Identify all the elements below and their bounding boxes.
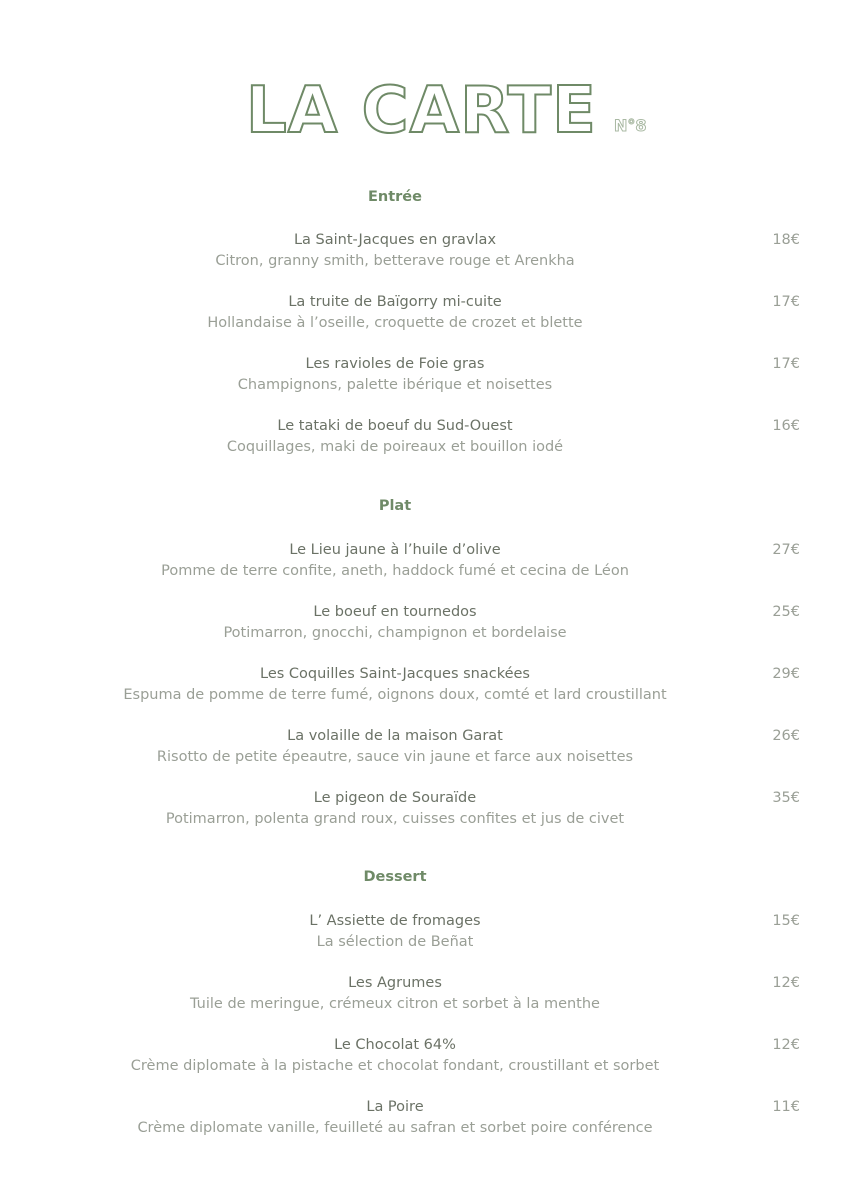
item-price: 12€ <box>772 1037 800 1053</box>
item-price: 25€ <box>772 604 800 620</box>
menu-header <box>0 76 848 146</box>
item-name: La volaille de la maison Garat <box>287 728 503 744</box>
item-description: Pomme de terre confite, aneth, haddock fumé et cecina de Léon <box>161 563 629 579</box>
menu-item <box>0 602 848 648</box>
item-name: Les Coquilles Saint-Jacques snackées <box>260 666 530 682</box>
item-name: Le boeuf en tournedos <box>313 604 477 620</box>
menu-item <box>0 664 848 710</box>
section-title-plat: Plat <box>378 498 412 514</box>
item-description: Crème diplomate à la pistache et chocolat fondant, croustillant et sorbet <box>130 1058 660 1074</box>
item-description: Citron, granny smith, betterave rouge et Arenkha <box>215 253 575 269</box>
issue-number: N°8 <box>614 116 647 135</box>
item-price: 35€ <box>772 790 800 806</box>
item-name: Les Agrumes <box>348 975 442 991</box>
menu-item <box>0 911 848 957</box>
item-price: 17€ <box>772 356 800 372</box>
item-price: 12€ <box>772 975 800 991</box>
item-description: La sélection de Beñat <box>316 934 474 950</box>
menu-item <box>0 540 848 586</box>
menu-item <box>0 292 848 338</box>
menu-item <box>0 788 848 834</box>
item-description: Champignons, palette ibérique et noisettes <box>237 377 553 393</box>
menu-item <box>0 726 848 772</box>
item-name: Le pigeon de Souraïde <box>313 790 477 806</box>
item-description: Espuma de pomme de terre fumé, oignons doux, comté et lard croustillant <box>123 687 667 703</box>
item-name: La Poire <box>366 1099 424 1115</box>
item-name: Le Chocolat 64% <box>334 1037 456 1053</box>
section-title-entree: Entrée <box>368 189 422 205</box>
item-name: La Saint-Jacques en gravlax <box>293 232 497 248</box>
menu-item <box>0 416 848 462</box>
item-price: 17€ <box>772 294 800 310</box>
item-name: L’ Assiette de fromages <box>309 913 481 929</box>
item-price: 26€ <box>772 728 800 744</box>
item-name: Les ravioles de Foie gras <box>305 356 485 372</box>
item-description: Risotto de petite épeautre, sauce vin jaune et farce aux noisettes <box>156 749 634 765</box>
item-price: 15€ <box>772 913 800 929</box>
page-title: LA CARTE <box>246 74 597 148</box>
item-name: Le Lieu jaune à l’huile d’olive <box>289 542 501 558</box>
item-price: 11€ <box>772 1099 800 1115</box>
menu-item <box>0 1035 848 1081</box>
item-description: Tuile de meringue, crémeux citron et sorbet à la menthe <box>190 996 600 1012</box>
item-price: 16€ <box>772 418 800 434</box>
item-price: 29€ <box>772 666 800 682</box>
menu-item <box>0 354 848 400</box>
menu-item <box>0 973 848 1019</box>
item-price: 18€ <box>772 232 800 248</box>
item-description: Coquillages, maki de poireaux et bouillon iodé <box>226 439 564 455</box>
item-name: Le tataki de boeuf du Sud-Ouest <box>277 418 513 434</box>
item-name: La truite de Baïgorry mi-cuite <box>288 294 502 310</box>
item-description: Potimarron, gnocchi, champignon et bordelaise <box>223 625 567 641</box>
menu-item <box>0 1097 848 1143</box>
section-title-dessert: Dessert <box>363 869 427 885</box>
item-price: 27€ <box>772 542 800 558</box>
item-description: Hollandaise à l’oseille, croquette de crozet et blette <box>207 315 583 331</box>
item-description: Potimarron, polenta grand roux, cuisses confites et jus de civet <box>165 811 625 827</box>
menu-item <box>0 230 848 276</box>
item-description: Crème diplomate vanille, feuilleté au safran et sorbet poire conférence <box>137 1120 653 1136</box>
